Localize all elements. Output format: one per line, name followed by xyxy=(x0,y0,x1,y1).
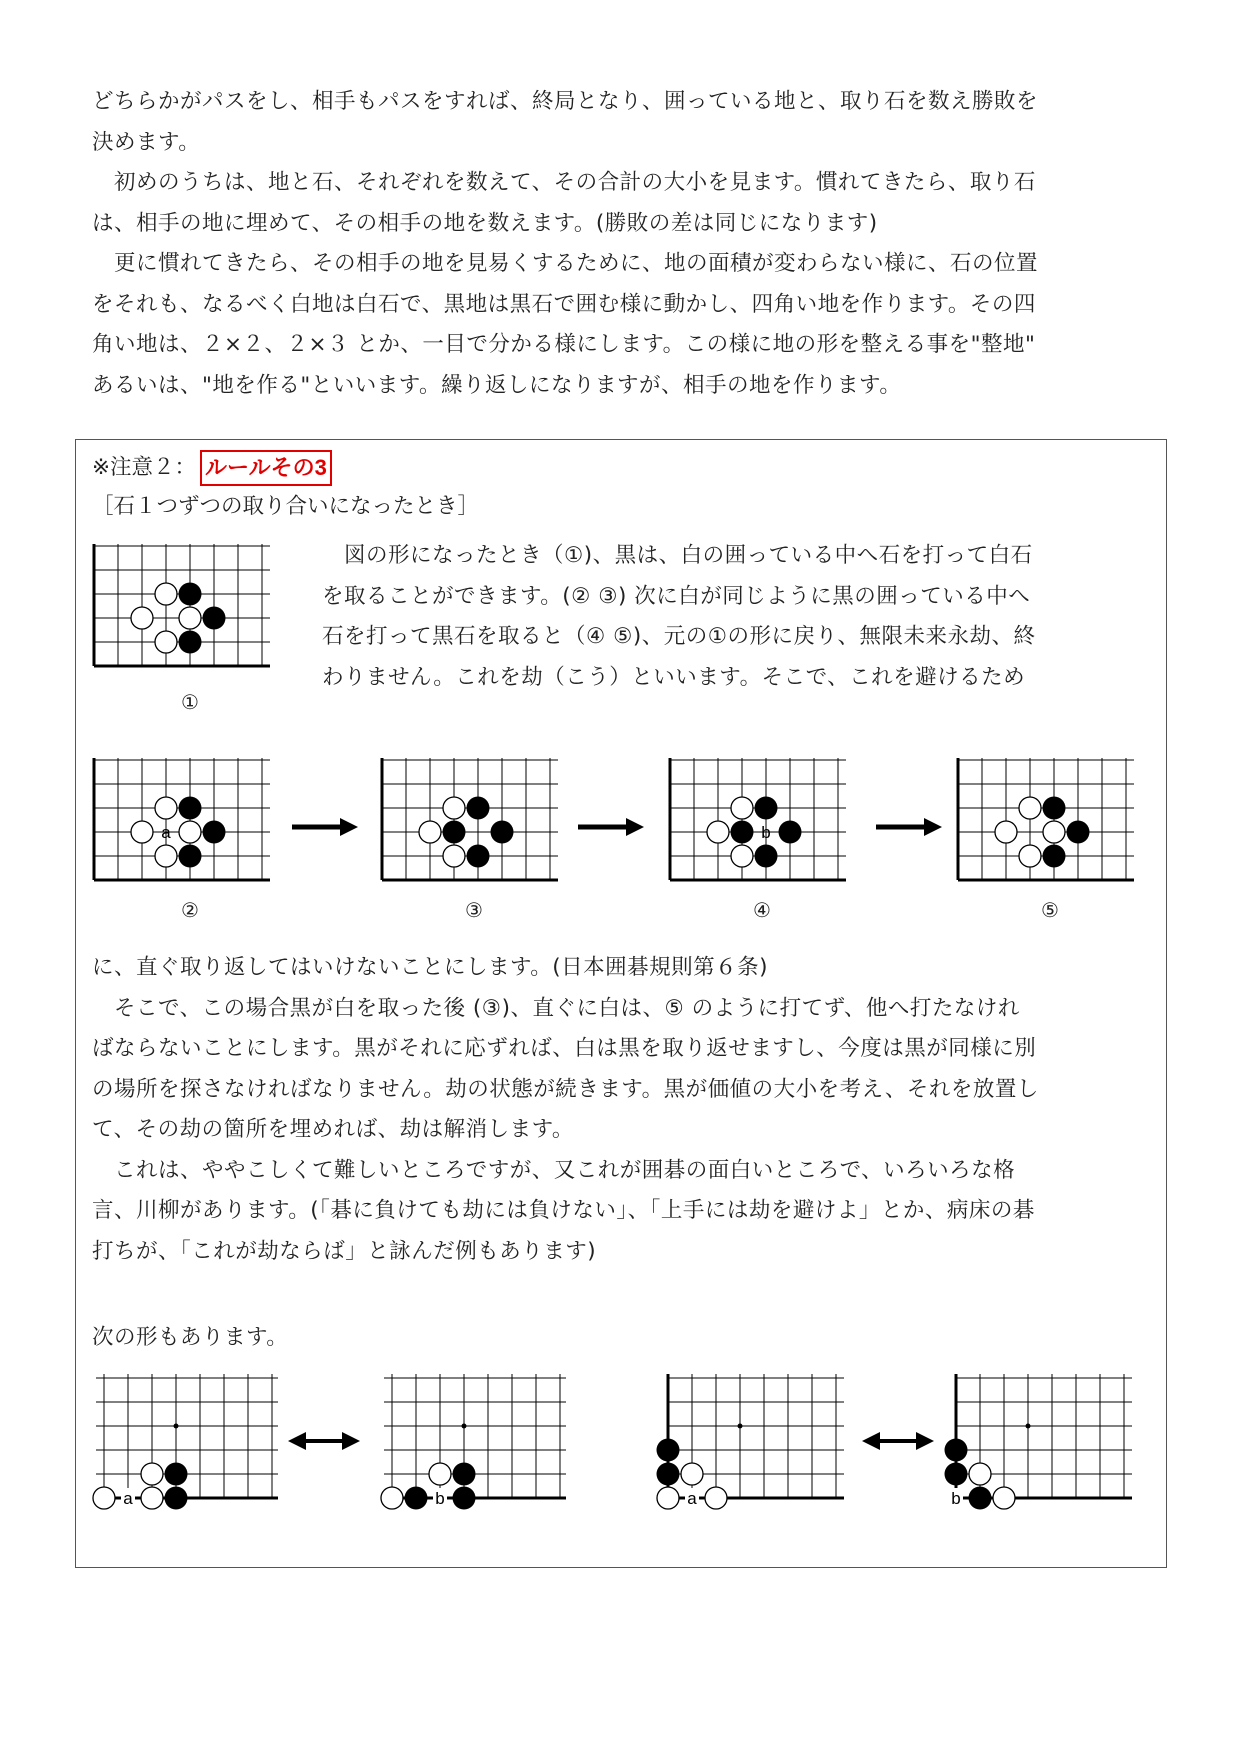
black-stone xyxy=(1043,797,1066,820)
go-diagram-3 xyxy=(380,758,566,890)
next-shapes-text: 次の形もあります。 xyxy=(92,1325,289,1350)
point-label: a xyxy=(687,1489,697,1508)
arrow-right-icon xyxy=(578,816,646,838)
point-label: b xyxy=(951,1489,961,1508)
double-arrow-icon xyxy=(288,1430,360,1452)
diagram-caption: ④ xyxy=(753,898,771,922)
white-stone xyxy=(155,583,177,605)
white-stone xyxy=(381,1487,403,1509)
point-label: b xyxy=(435,1489,445,1508)
black-stone xyxy=(945,1463,968,1486)
star-point xyxy=(462,1424,467,1429)
white-stone xyxy=(443,797,465,819)
go-edge-diagram-1 xyxy=(92,1372,278,1510)
go-edge-diagram-4 xyxy=(944,1372,1144,1510)
go-edge-diagram-3 xyxy=(656,1372,856,1510)
black-stone xyxy=(657,1439,680,1462)
white-stone xyxy=(995,821,1017,843)
black-stone xyxy=(179,631,202,654)
diagram-caption: ⑤ xyxy=(1041,898,1059,922)
black-stone xyxy=(945,1439,968,1462)
intro-line: 決めます。 xyxy=(92,129,201,155)
go-diagram-2 xyxy=(92,758,278,890)
black-stone xyxy=(755,845,778,868)
white-stone xyxy=(731,797,753,819)
white-stone xyxy=(429,1463,451,1485)
black-stone xyxy=(755,797,778,820)
star-point xyxy=(1026,1424,1031,1429)
black-stone xyxy=(443,821,466,844)
black-stone xyxy=(1043,845,1066,868)
white-stone xyxy=(179,821,201,843)
side-paragraph xyxy=(322,536,1142,698)
white-stone xyxy=(681,1463,703,1485)
black-stone xyxy=(1067,821,1090,844)
intro-line: あるいは、"地を作る"といいます。繰り返しになりますが、相手の地を作ります。 xyxy=(92,372,902,398)
body-line: そこで、この場合黒が白を取った後 (③)、直ぐに白は、⑤ のように打てず、他へ打たなけれ xyxy=(92,995,1020,1021)
side-line: 図の形になったとき（①)、黒は、白の囲っている中へ石を打って白石 xyxy=(322,543,1033,568)
white-stone xyxy=(141,1487,163,1509)
black-stone xyxy=(405,1487,428,1510)
note-subtitle: ［石１つずつの取り合いになったとき］ xyxy=(92,494,480,519)
go-diagram-5 xyxy=(956,758,1142,890)
black-stone xyxy=(657,1463,680,1486)
note-prefix: ※注意２： xyxy=(92,455,197,480)
intro-line: は、相手の地に埋めて、その相手の地を数えます。(勝敗の差は同じになります) xyxy=(92,210,878,236)
side-line: を取ることができます。(② ③) 次に白が同じように黒の囲っている中へ xyxy=(322,583,1031,609)
white-stone xyxy=(131,607,153,629)
body-line: ばならないことにします。黒がそれに応ずれば、白は黒を取り返せますし、今度は黒が同様に別 xyxy=(92,1036,1037,1061)
black-stone xyxy=(453,1487,476,1510)
white-stone xyxy=(1043,821,1065,843)
intro-line: 更に慣れてきたら、その相手の地を見易くするために、地の面積が変わらない様に、石の位置 xyxy=(92,251,1039,276)
white-stone xyxy=(993,1487,1015,1509)
black-stone xyxy=(179,845,202,868)
white-stone xyxy=(141,1463,163,1485)
black-stone xyxy=(467,797,490,820)
black-stone xyxy=(779,821,802,844)
black-stone xyxy=(467,845,490,868)
rule-label: ルールその3 xyxy=(200,450,332,486)
white-stone xyxy=(419,821,441,843)
white-stone xyxy=(657,1487,679,1509)
side-line: わりません。これを劫（こう）といいます。そこで、これを避けるため xyxy=(322,664,1026,690)
body-line: の場所を探さなければなりません。劫の状態が続きます。黒が価値の大小を考え、それを放置し xyxy=(92,1076,1039,1102)
diagram-caption: ① xyxy=(181,690,199,714)
white-stone xyxy=(93,1487,115,1509)
intro-line: 初めのうちは、地と石、それぞれを数えて、その合計の大小を見ます。慣れてきたら、取り石 xyxy=(92,170,1036,195)
white-stone xyxy=(443,845,465,867)
black-stone xyxy=(165,1487,188,1510)
arrow-right-icon xyxy=(876,816,944,838)
point-label: a xyxy=(161,823,171,842)
white-stone xyxy=(707,821,729,843)
black-stone xyxy=(453,1463,476,1486)
body-line: これは、ややこしくて難しいところですが、又これが囲碁の面白いところで、いろいろな格 xyxy=(92,1157,1016,1183)
diagram-caption: ② xyxy=(181,898,199,922)
white-stone xyxy=(179,607,201,629)
intro-line: をそれも、なるべく白地は白石で、黒地は黒石で囲む様に動かし、四角い地を作ります。その四 xyxy=(92,291,1036,317)
point-label: a xyxy=(123,1489,133,1508)
white-stone xyxy=(155,797,177,819)
white-stone xyxy=(1019,797,1041,819)
note-title xyxy=(92,450,332,486)
black-stone xyxy=(731,821,754,844)
black-stone xyxy=(491,821,514,844)
side-line: 石を打って黒石を取ると（④ ⑤)、元の①の形に戻り、無限未来永劫、終 xyxy=(322,624,1036,649)
black-stone xyxy=(969,1487,992,1510)
white-stone xyxy=(131,821,153,843)
double-arrow-icon xyxy=(862,1430,934,1452)
white-stone xyxy=(155,845,177,867)
go-diagram-1 xyxy=(92,544,278,676)
go-edge-diagram-2 xyxy=(380,1372,566,1510)
white-stone xyxy=(1019,845,1041,867)
black-stone xyxy=(203,821,226,844)
black-stone xyxy=(179,583,202,606)
intro-paragraph xyxy=(92,82,1154,406)
body-line: 打ちが、「これが劫ならば」と詠んだ例もあります) xyxy=(92,1238,597,1264)
star-point xyxy=(174,1424,179,1429)
white-stone xyxy=(705,1487,727,1509)
body-line: て、その劫の箇所を埋めれば、劫は解消します。 xyxy=(92,1117,574,1142)
white-stone xyxy=(155,631,177,653)
intro-line: どちらかがパスをし、相手もパスをすれば、終局となり、囲っている地と、取り石を数え勝敗を xyxy=(92,89,1039,114)
diagram-caption: ③ xyxy=(465,898,483,922)
star-point xyxy=(738,1424,743,1429)
go-diagram-4 xyxy=(668,758,854,890)
arrow-right-icon xyxy=(292,816,360,838)
body-paragraph xyxy=(92,948,1154,1272)
black-stone xyxy=(203,607,226,630)
body-line: 言、川柳があります。(「碁に負けても劫には負けない」、「上手には劫を避けよ」とか、病床の碁 xyxy=(92,1198,1035,1223)
intro-line: 角い地は、２×２、２×３ とか、一目で分かる様にします。この様に地の形を整える事を"整地" xyxy=(92,332,1036,357)
point-label: b xyxy=(761,823,771,842)
body-line: に、直ぐ取り返してはいけないことにします。(日本囲碁規則第６条) xyxy=(92,955,769,980)
black-stone xyxy=(179,797,202,820)
white-stone xyxy=(731,845,753,867)
black-stone xyxy=(165,1463,188,1486)
white-stone xyxy=(969,1463,991,1485)
